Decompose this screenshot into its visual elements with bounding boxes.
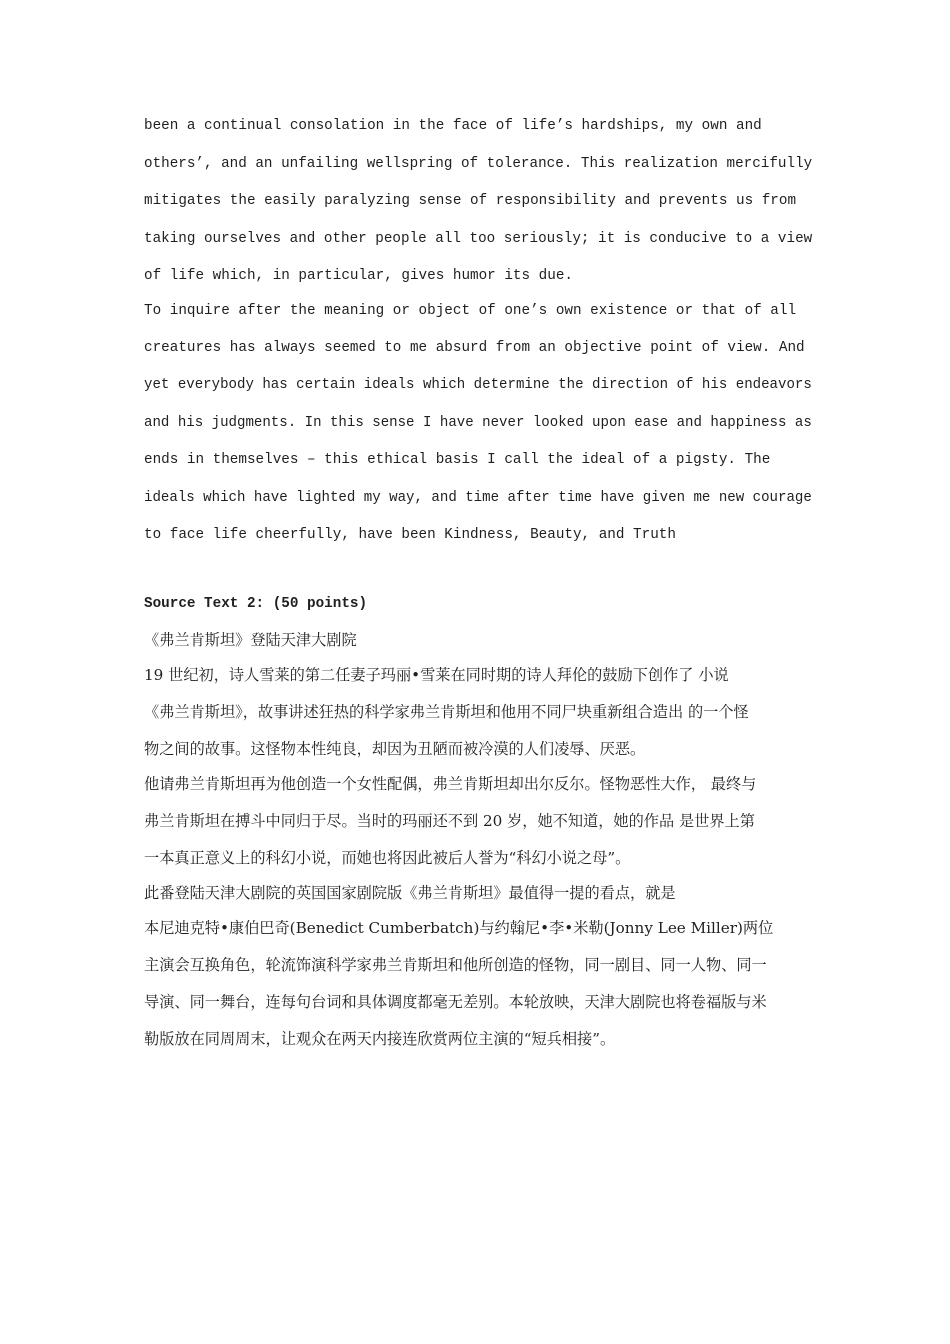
passage-1-line: others’, and an unfailing wellspring of tolerance. This realization mercifully bbox=[144, 156, 813, 172]
source-text-2-line: 一本真正意义上的科幻小说，而她也将因此被后人誉为“科幻小说之母”。 bbox=[144, 849, 631, 867]
source-text-2-line: 导演、同一舞台，连每句台词和具体调度都毫无差别。本轮放映，天津大剧院也将卷福版与米 bbox=[144, 993, 767, 1011]
source-text-2-heading: Source Text 2: (50 points) bbox=[144, 596, 368, 612]
passage-1-line: To inquire after the meaning or object of one’s own existence or that of all bbox=[144, 303, 797, 319]
source-text-2-title: 《弗兰肯斯坦》登陆天津大剧院 bbox=[144, 631, 357, 649]
source-text-2-line: 《弗兰肯斯坦》，故事讲述狂热的科学家弗兰肯斯坦和他用不同尸块重新组合造出 的一个怪 bbox=[144, 703, 749, 721]
passage-1-line: and his judgments. In this sense I have never looked upon ease and happiness as bbox=[144, 415, 812, 431]
passage-1-line: ends in themselves – this ethical basis I call the ideal of a pigsty. The bbox=[144, 452, 771, 468]
passage-1-line: mitigates the easily paralyzing sense of responsibility and prevents us from bbox=[144, 193, 797, 209]
passage-1-line: of life which, in particular, gives humor its due. bbox=[144, 268, 573, 284]
source-text-2-line: 主演会互换角色，轮流饰演科学家弗兰肯斯坦和他所创造的怪物，同一剧目、同一人物、同一 bbox=[144, 956, 767, 974]
source-text-2-line: 弗兰肯斯坦在搏斗中同归于尽。当时的玛丽还不到 20 岁，她不知道，她的作品 是世界上第 bbox=[144, 812, 755, 830]
source-text-2-line: 他请弗兰肯斯坦再为他创造一个女性配偶，弗兰肯斯坦却出尔反尔。怪物恶性大作， 最终与 bbox=[144, 775, 757, 793]
source-text-2-line: 此番登陆天津大剧院的英国国家剧院版《弗兰肯斯坦》最值得一提的看点，就是 bbox=[144, 884, 676, 902]
passage-1-line: creatures has always seemed to me absurd from an objective point of view. And bbox=[144, 340, 805, 356]
passage-1-line: to face life cheerfully, have been Kindness, Beauty, and Truth bbox=[144, 527, 676, 543]
passage-1-line: ideals which have lighted my way, and time after time have given me new courage bbox=[144, 490, 812, 506]
source-text-2-body bbox=[144, 664, 812, 1064]
source-text-2-line: 物之间的故事。这怪物本性纯良，却因为丑陋而被冷漠的人们凌辱、厌恶。 bbox=[144, 740, 646, 758]
passage-1-line: been a continual consolation in the face of life’s hardships, my own and bbox=[144, 118, 762, 134]
source-text-2-line: 勒版放在同周周末，让观众在两天内接连欣赏两位主演的“短兵相接”。 bbox=[144, 1030, 616, 1048]
passage-1-line: taking ourselves and other people all too seriously; it is conducive to a view bbox=[144, 231, 813, 247]
passage-1 bbox=[144, 118, 812, 558]
source-text-2-line: 19 世纪初，诗人雪莱的第二任妻子玛丽•雪莱在同时期的诗人拜伦的鼓励下创作了 小说 bbox=[144, 666, 729, 684]
passage-1-line: yet everybody has certain ideals which determine the direction of his endeavors bbox=[144, 377, 812, 393]
source-text-2-line: 本尼迪克特•康伯巴奇(Benedict Cumberbatch)与约翰尼•李•米勒(Jonny Lee Miller)两位 bbox=[144, 919, 774, 937]
